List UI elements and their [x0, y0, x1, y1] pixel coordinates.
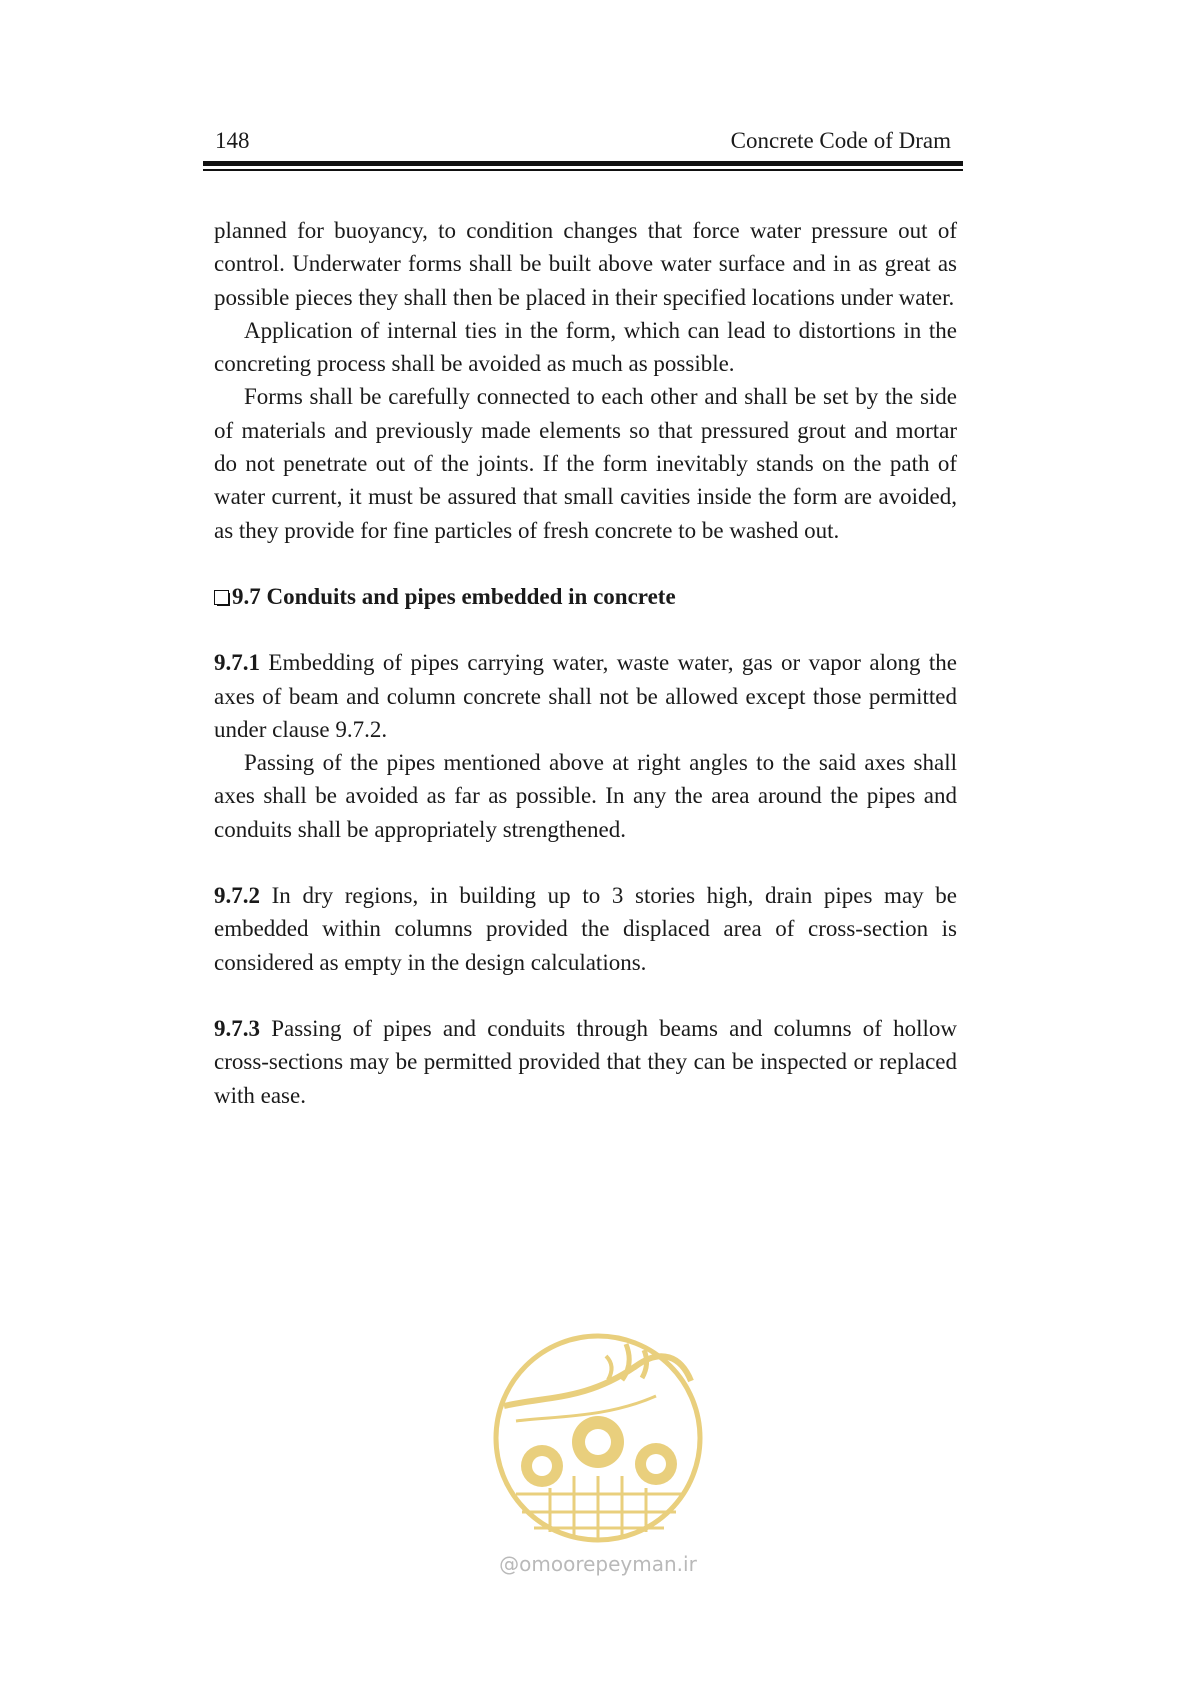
header-rule-thick [203, 161, 963, 166]
section-heading [214, 580, 957, 613]
clause-number: 9.7.1 [214, 650, 260, 676]
clause-9-7-1 [214, 646, 957, 746]
watermark-site: @omoorepeyman.ir [499, 1552, 697, 1576]
page-header [203, 124, 963, 160]
paragraph: planned for buoyancy, to condition changes that force water pressure out of control. Underwater forms shall be built above water surface and in as great as possible pieces they shall then be placed in their specified locations under water. [214, 218, 957, 310]
clause-text: Embedding of pipes carrying water, waste water, gas or vapor along the axes of beam and column concrete shall not be allowed except those permitted under clause 9.7.2. [214, 650, 957, 742]
page-body [214, 214, 957, 1112]
section-title: 9.7 Conduits and pipes embedded in concrete [232, 583, 676, 609]
clause-number: 9.7.2 [214, 883, 260, 909]
running-title: Concrete Code of Dram [730, 128, 951, 153]
clause-text: In dry regions, in building up to 3 stories high, drain pipes may be embedded within columns provided the displaced area of cross-section is considered as empty in the design calculations. [214, 883, 957, 975]
clause-9-7-2 [214, 879, 957, 979]
paragraph: Forms shall be carefully connected to each other and shall be set by the side of materials and previously made elements so that pressured grout and mortar do not penetrate out of the joints. If the form inevitably stands on the path of water current, it must be assured that small cavities inside the form are avoided, as they provide for fine particles of fresh concrete to be washed out. [214, 384, 957, 543]
header-rule-thin [203, 169, 963, 171]
paragraph: Application of internal ties in the form, which can lead to distortions in the concreting process shall be avoided as much as possible. [214, 317, 957, 377]
clause-number: 9.7.3 [214, 1015, 260, 1041]
watermark-logo [486, 1326, 710, 1562]
clause-9-7-1-continuation: Passing of the pipes mentioned above at right angles to the said axes shall axes shall be avoided as far as possible. In any the area around the pipes and conduits shall be appropriately strengthened. [214, 750, 957, 842]
checkbox-bullet-icon [214, 590, 229, 605]
page-number: 148 [215, 128, 250, 153]
clause-9-7-3 [214, 1012, 957, 1112]
clause-text: Passing of pipes and conduits through beams and columns of hollow cross-sections may be permitted provided that they can be inspected or replaced with ease. [214, 1015, 957, 1108]
